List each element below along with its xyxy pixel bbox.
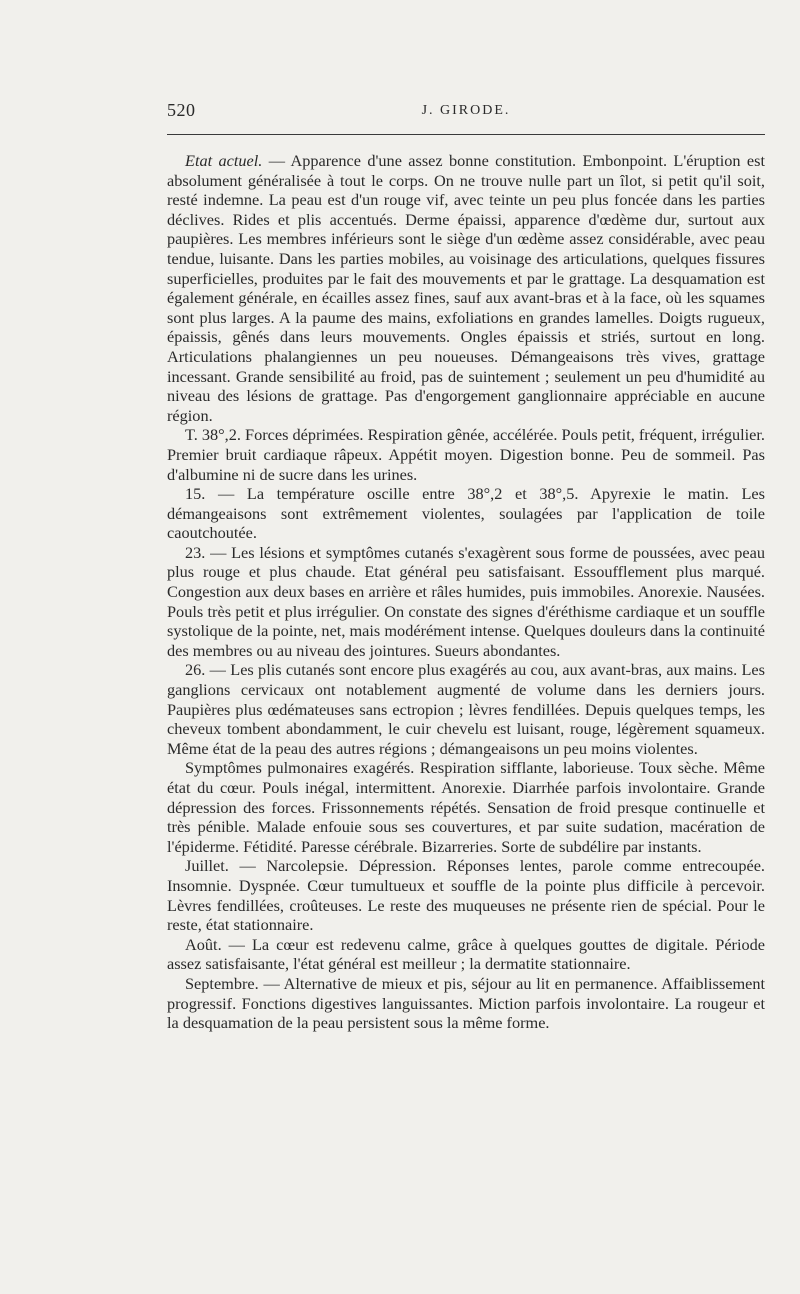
- page-number: 520: [167, 100, 196, 120]
- paragraph: Symptômes pulmonaires exagérés. Respiration sifflante, laborieuse. Toux sèche. Même état du cœur. Pouls inégal, intermittent. Anorexie. Diarrhée parfois involontaire. Grande dépression des forces. Frissonnements répétés. Sensation de froid presque continuelle et très pénible. Malade enfouie sous ses couvertures, et par suite sudation, macération de l'épiderme. Fétidité. Paresse cérébrale. Bizarreries. Sorte de subdélire par instants.: [167, 758, 765, 856]
- paragraph: 23. — Les lésions et symptômes cutanés s'exagèrent sous forme de poussées, avec peau plus rouge et plus chaude. Etat général peu satisfaisant. Essoufflement plus marqué. Congestion aux deux bases en arrière et râles humides, puis immobiles. Anorexie. Nausées. Pouls très petit et plus irrégulier. On constate des signes d'éréthisme cardiaque et un souffle systolique de la pointe, net, mais modérément intense. Quelques douleurs dans la continuité des membres ou au niveau des jointures. Sueurs abondantes.: [167, 542, 765, 660]
- paragraph: 26. — Les plis cutanés sont encore plus exagérés au cou, aux avant-bras, aux mains. Les ganglions cervicaux ont notablement augmenté de volume dans les derniers jours. Paupières plus œdémateuses sans ectropion ; lèvres fendillées. Depuis quelques temps, les cheveux tombent abondamment, le cuir chevelu est luisant, rouge, légèrement squameux. Même état de la peau des autres régions ; démangeaisons un peu moins violentes.: [167, 660, 765, 758]
- paragraph-text: — Apparence d'une assez bonne constitution. Embonpoint. L'éruption est absolument généralisée à tout le corps. On ne trouve nulle part un îlot, si petit qu'il soit, resté indemne. La peau est d'un rouge vif, avec teinte un peu plus foncée dans les parties déclives. Rides et plis accentués. Derme épaissi, apparence d'œdème dur, surtout aux paupières. Les membres inférieurs sont le siège d'un œdème assez considérable, avec peau tendue, luisante. Dans les parties mobiles, au voisinage des articulations, quelques fissures superficielles, produites par le fait des mouvements et par le grattage. La desquamation est également générale, en écailles assez fines, sauf aux avant-bras et à la face, où les squames sont plus larges. A la paume des mains, exfoliations en grandes lamelles. Doigts rugueux, épaissis, gênés dans leurs mouvements. Ongles épaissis et striés, surtout en long. Articulations phalangiennes un peu noueuses. Démangeaisons très vives, grattage incessant. Grande sensibilité au froid, pas de suintement ; seulement un peu d'humidité au niveau des lésions de grattage. Pas d'engorgement ganglionnaire appréciable en aucune région.: [167, 151, 765, 425]
- paragraph-etat-actuel: [167, 151, 765, 425]
- paragraph: Juillet. — Narcolepsie. Dépression. Réponses lentes, parole comme entrecoupée. Insomnie. Dyspnée. Cœur tumultueux et souffle de la pointe plus difficile à percevoir. Lèvres fendillées, croûteuses. Le reste des muqueuses ne présente rien de spécial. Pour le reste, état stationnaire.: [167, 856, 765, 935]
- paragraph: T. 38°,2. Forces déprimées. Respiration gênée, accélérée. Pouls petit, fréquent, irrégulier. Premier bruit cardiaque râpeux. Appétit moyen. Digestion bonne. Peu de sommeil. Pas d'albumine ni de sucre dans les urines.: [167, 425, 765, 484]
- paragraph-lead: Etat actuel.: [185, 151, 263, 170]
- page-header: [167, 100, 765, 126]
- header-rule: [167, 134, 765, 135]
- running-head: J. GIRODE.: [421, 103, 511, 118]
- paragraph: Août. — La cœur est redevenu calme, grâce à quelques gouttes de digitale. Période assez satisfaisante, l'état général est meilleur ; la dermatite stationnaire.: [167, 934, 765, 974]
- paragraph: 15. — La température oscille entre 38°,2 et 38°,5. Apyrexie le matin. Les démangeaisons sont extrêmement violentes, soulagées par l'application de toile caoutchoutée.: [167, 484, 765, 543]
- body-text: [167, 151, 765, 1033]
- paragraph: Septembre. — Alternative de mieux et pis, séjour au lit en permanence. Affaiblissement progressif. Fonctions digestives languissantes. Miction parfois involontaire. La rougeur et la desquamation de la peau persistent sous la même forme.: [167, 973, 765, 1033]
